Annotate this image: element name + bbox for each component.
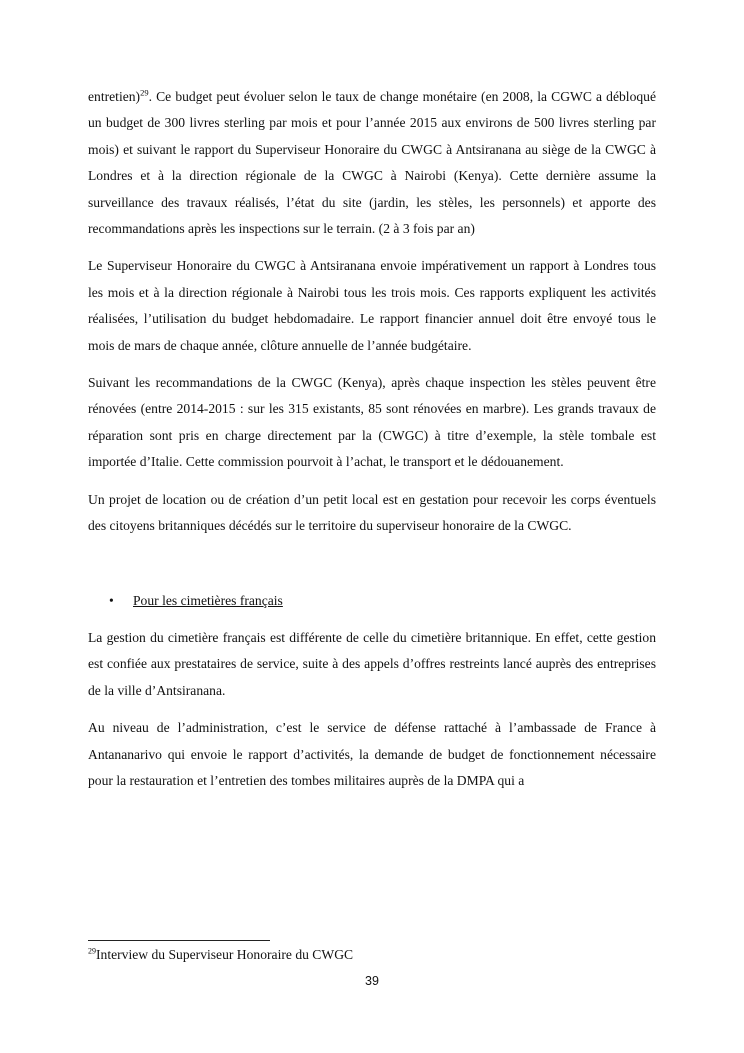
paragraph-administration: Au niveau de l’administration, c’est le service de défense rattaché à l’ambassade de France à Antananarivo qui envoie le rapport d’activités, la demande de budget de fonctionnement nécessaire pour la restauration et l’entretien des tombes militaires auprès de la DMPA qui a: [88, 720, 656, 788]
paragraph-reports: Le Superviseur Honoraire du CWGC à Antsiranana envoie impérativement un rapport à Londres tous les mois et à la direction régionale à Nairobi tous les trois mois. Ces rapports expliquent les activités réalisées, l’utilisation du budget hebdomadaire. Le rapport financier annuel doit être envoyé tous le mois de mars de chaque année, clôture annuelle de l’année budgétaire.: [88, 258, 656, 353]
paragraph-budget: [88, 84, 656, 242]
document-body: [88, 84, 656, 805]
section-heading-french-cemeteries: [109, 588, 656, 614]
paragraph-local-project: Un projet de location ou de création d’un petit local est en gestation pour recevoir les corps éventuels des citoyens britanniques décédés sur le territoire du superviseur honoraire de la CWGC.: [88, 491, 656, 534]
footnote-text: Interview du Superviseur Honoraire du CWGC: [96, 947, 354, 962]
footnote-number: 29: [88, 946, 96, 956]
paragraph-french-management: La gestion du cimetière français est différente de celle du cimetière britannique. En effet, cette gestion est confiée aux prestataires de service, suite à des appels d’offres restreints lancé auprès des entreprises de la ville d’Antsiranana.: [88, 629, 656, 698]
footnote-separator: [88, 940, 270, 941]
bullet-icon: •: [109, 592, 114, 608]
paragraph-lead: entretien): [88, 89, 141, 104]
footnote: [88, 945, 353, 965]
section-heading-label: Pour les cimetières français: [133, 592, 283, 608]
page-number: 39: [365, 974, 379, 988]
paragraph-text: . Ce budget peut évoluer selon le taux de change monétaire (en 2008, la CGWC a débloqué un budget de 300 livres sterling par mois et pour l’année 2015 aux environs de 500 livres sterling par mois) et suivant le rapport du Superviseur Honoraire du CWGC à Antsiranana au siège de la CWGC à Londres et à la direction régionale de la CWGC à Nairobi (Kenya). Cette dernière assume la surveillance des travaux réalisés, l’état du site (jardin, les stèles, les personnels) et apporte des recommandations après les inspections sur le terrain. (2 à 3 fois par an): [88, 89, 656, 237]
footnote-reference[interactable]: 29: [140, 87, 149, 98]
paragraph-recommendations: Suivant les recommandations de la CWGC (Kenya), après chaque inspection les stèles peuvent être rénovées (entre 2014-2015 : sur les 315 existants, 85 sont rénovées en marbre). Les grands travaux de réparation sont pris en charge directement par la (CWGC) à titre d’exemple, la stèle tombale est importée d’Italie. Cette commission pourvoit à l’achat, le transport et le dédouanement.: [88, 375, 656, 470]
